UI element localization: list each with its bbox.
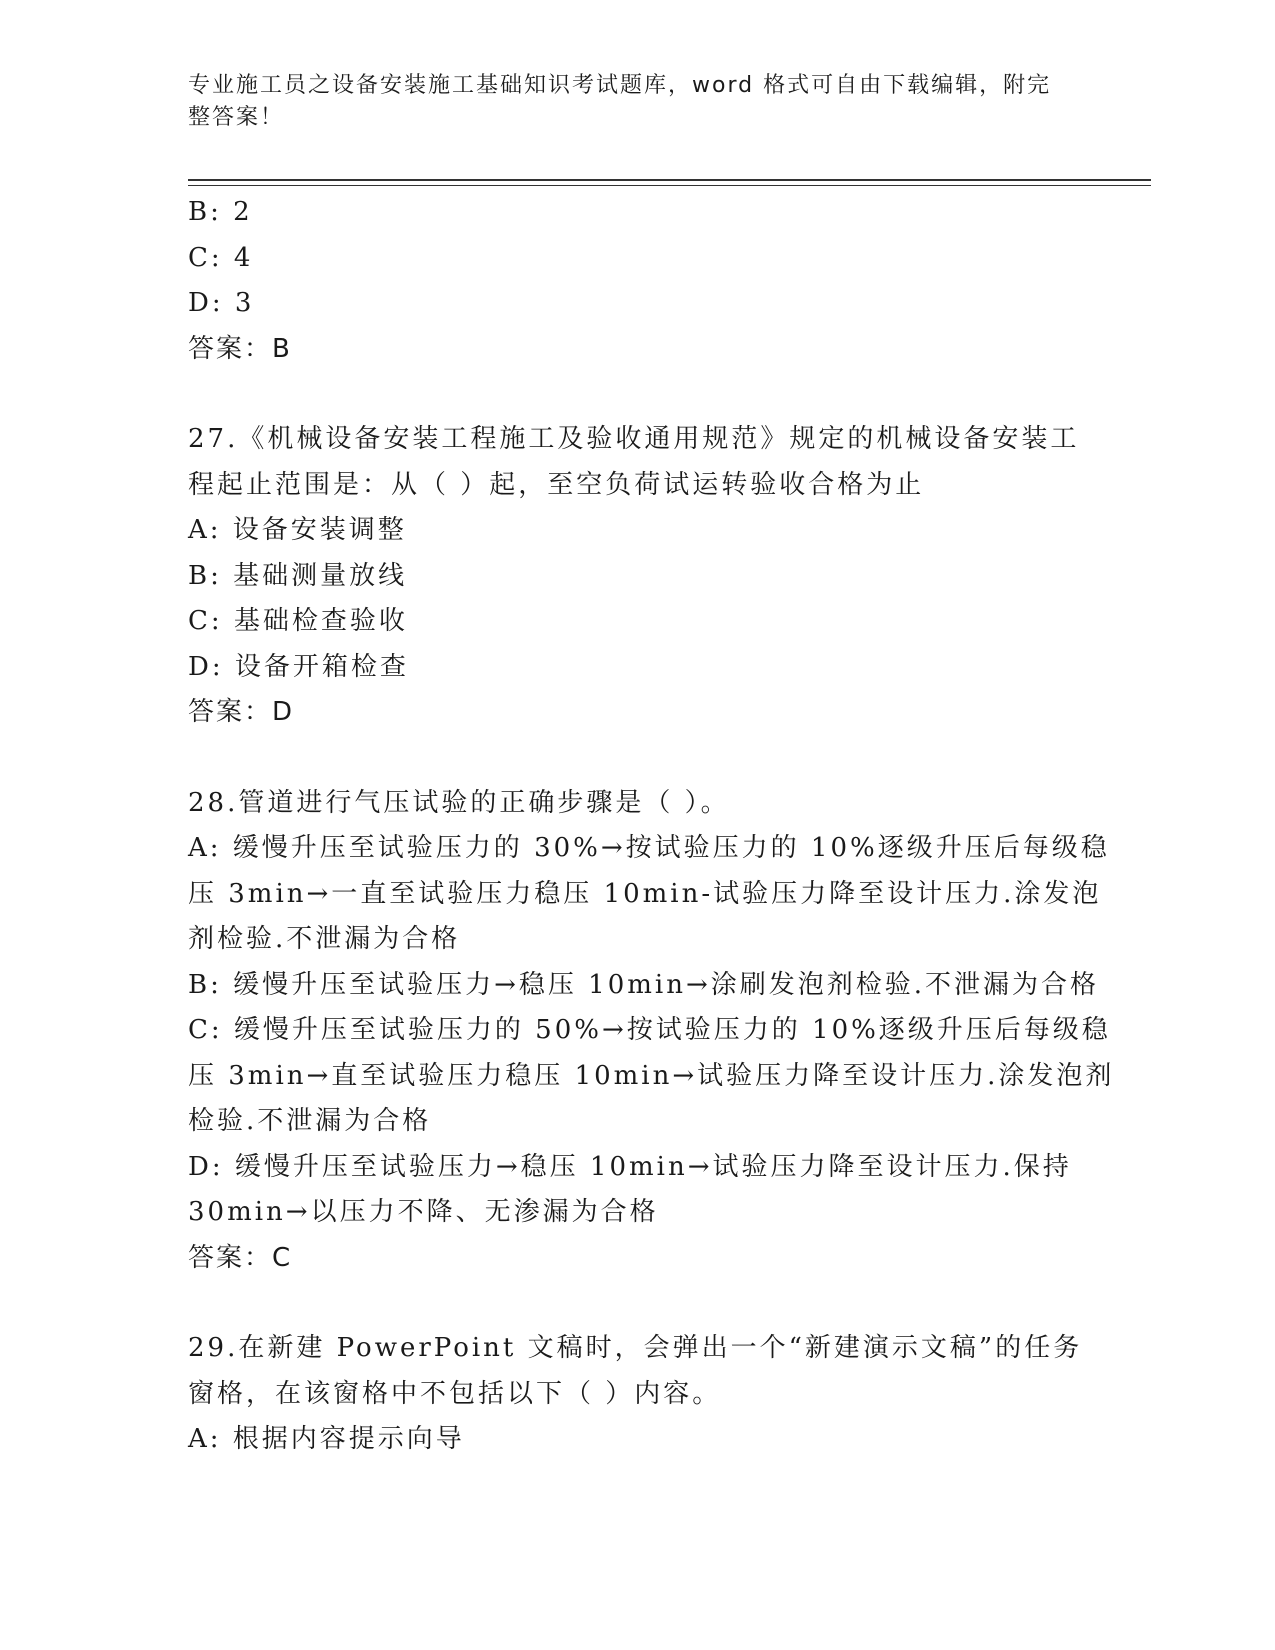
q29-stem-line-2: 窗格，在该窗格中不包括以下（ ）内容。: [188, 1378, 722, 1409]
q28-option-a-line-1: A: 缓慢升压至试验压力的 30%→按试验压力的 10%逐级升压后每级稳: [188, 833, 1110, 863]
q28-stem: 28.管道进行气压试验的正确步骤是（ ）。: [188, 787, 730, 818]
q28-option-d-line-2: 30min→以压力不降、无渗漏为合格: [188, 1197, 659, 1227]
question-content: [188, 190, 1115, 1463]
page-header: [188, 70, 1068, 134]
q28-option-a-line-2: 压 3min→一直至试验压力稳压 10min-试验压力降至设计压力.涂发泡: [188, 878, 1102, 909]
q27-option-a: A: 设备安装调整: [188, 515, 407, 545]
q27-option-c: C: 基础检查验收: [188, 606, 408, 636]
q27-answer: 答案：D: [188, 697, 295, 727]
q29-stem-line-1: 29.在新建 PowerPoint 文稿时，会弹出一个“新建演示文稿”的任务: [188, 1333, 1083, 1363]
q28-option-d-line-1: D: 缓慢升压至试验压力→稳压 10min→试验压力降至设计压力.保持: [188, 1151, 1072, 1182]
q26-option-b: B: 2: [188, 197, 253, 227]
q28-option-c-line-2: 压 3min→直至试验压力稳压 10min→试验压力降至设计压力.涂发泡剂: [188, 1060, 1115, 1091]
header-line-1: 专业施工员之设备安装施工基础知识考试题库，word 格式可自由下载编辑，附完: [188, 73, 1052, 98]
spacer: [188, 372, 1088, 417]
header-rule-thick: [188, 179, 1151, 181]
q27-option-b: B: 基础测量放线: [188, 560, 408, 591]
q28-option-b: B: 缓慢升压至试验压力→稳压 10min→涂刷发泡剂检验.不泄漏为合格: [188, 969, 1100, 1000]
spacer: [188, 736, 1088, 781]
q28-option-c-line-3: 检验.不泄漏为合格: [188, 1106, 432, 1136]
spacer: [188, 1281, 1088, 1326]
q26-option-d: D: 3: [188, 288, 255, 318]
q26-answer: 答案：B: [188, 333, 292, 364]
header-rule-thin: [188, 185, 1151, 186]
q26-option-c: C: 4: [188, 242, 254, 273]
q28-option-c-line-1: C: 缓慢升压至试验压力的 50%→按试验压力的 10%逐级升压后每级稳: [188, 1015, 1111, 1045]
q27-option-d: D: 设备开箱检查: [188, 651, 409, 682]
q28-option-a-line-3: 剂检验.不泄漏为合格: [188, 924, 461, 954]
q29-option-a: A: 根据内容提示向导: [188, 1424, 465, 1454]
header-line-2: 整答案！: [188, 105, 285, 130]
q28-answer: 答案：C: [188, 1242, 293, 1273]
q27-stem-line-1: 27.《机械设备安装工程施工及验收通用规范》规定的机械设备安装工: [188, 424, 1080, 454]
q27-stem-line-2: 程起止范围是：从（ ）起，至空负荷试运转验收合格为止: [188, 469, 925, 500]
